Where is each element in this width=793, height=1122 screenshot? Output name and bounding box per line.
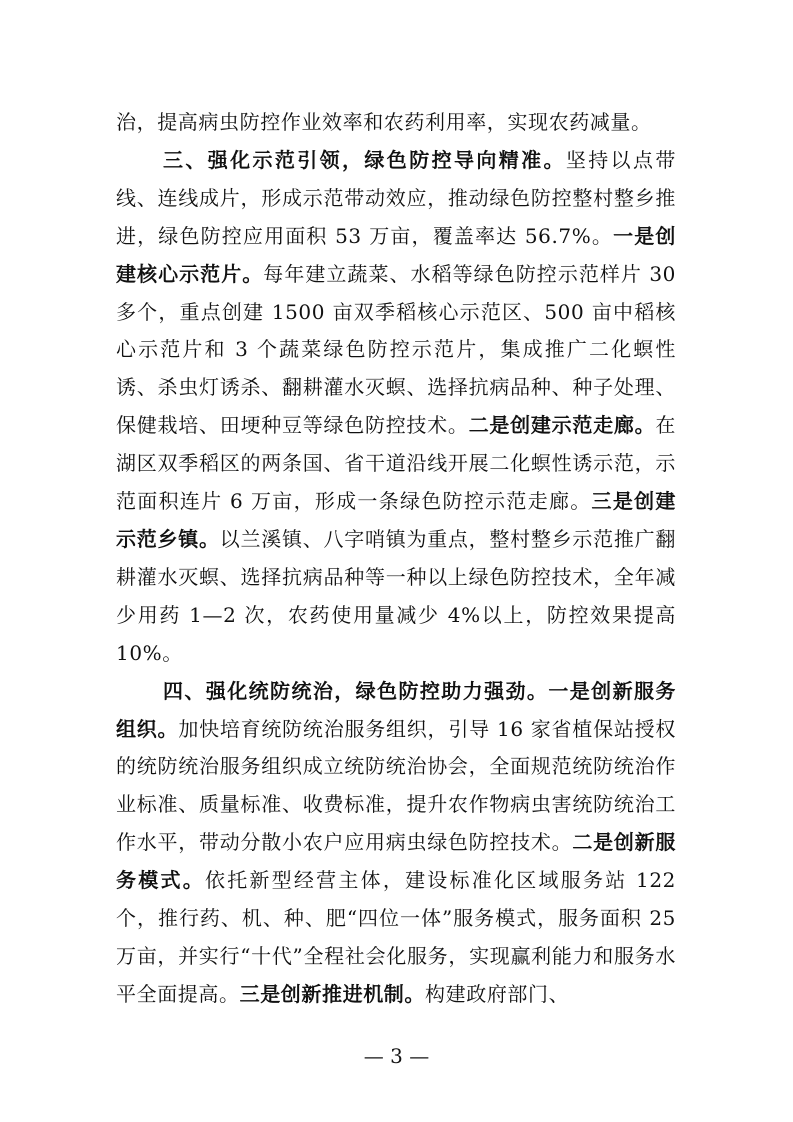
body-text: 构建政府部门、 <box>425 981 570 1006</box>
body-text: 依托新型经营主体，建设标准化区域服务站 122 个，推行药、机、种、肥“四位一体”服务模式，服务面积 25 万亩，并实行“十代”全程社会化服务，实现赢利能力和服务水平全面提高。 <box>116 868 676 1006</box>
bold-heading-text: 二是创建示范走廊。 <box>468 413 656 438</box>
bold-heading-text: 三是创新推进机制。 <box>239 981 426 1006</box>
body-text: 在湖区双季稻区的两条国、省干道沿线开展二化螟性诱示范，示范面积连片 6 万亩，形成一条绿色防控示范走廊。 <box>116 413 677 514</box>
page-number: — 3 — <box>363 1044 430 1068</box>
bold-heading-text: 四、强化统防统治，绿色防控助力强劲。 <box>163 678 549 703</box>
body-text: 坚持以点带线、连线成片，形成示范带动效应，推动绿色防控整村整乡推进，绿色防控应用面积 53 万亩，覆盖率达 56.7%。 <box>116 147 676 248</box>
bold-heading-text: 一是创新服务组织。 <box>116 678 676 741</box>
body-text: 每年建立蔬菜、水稻等绿色防控示范样片 30 多个，重点创建 1500 亩双季稻核心示范区、500 亩中稻核心示范片和 3 个蔬菜绿色防控示范片，集成推广二化螟性诱、杀虫灯诱杀、翻耕灌水灭螟、选择抗病品种、种子处理、保健栽培、田埂种豆等绿色防控技术。 <box>116 261 677 438</box>
bold-heading-text: 三是创建示范乡镇。 <box>116 489 676 551</box>
body-text: 治，提高病虫防控作业效率和农药利用率，实现农药减量。 <box>116 110 652 134</box>
bold-heading-text: 二是创新服务模式。 <box>116 830 677 893</box>
bold-heading-text: 三、强化示范引领，绿色防控导向精准。 <box>163 147 566 172</box>
body-text: 以兰溪镇、八字哨镇为重点，整村整乡示范推广翻耕灌水灭螟、选择抗病品种等一种以上绿色防控技术，全年减少用药 1—2 次，农药使用量减少 4%以上，防控效果提高 10%。 <box>116 526 677 665</box>
bold-heading-text: 一是创建核心示范片。 <box>116 223 676 286</box>
body-text: 加快培育统防统治服务组织，引导 16 家省植保站授权的统防统治服务组织成立统防统治协会，全面规范统防统治作业标准、质量标准、收费标准，提升农作物病虫害统防统治工作水平，带动分散小农户应用病虫绿色防控技术。 <box>116 716 676 855</box>
paragraph <box>116 673 676 1014</box>
paragraph <box>116 142 676 673</box>
document-body <box>116 104 676 1014</box>
paragraph <box>116 104 676 142</box>
